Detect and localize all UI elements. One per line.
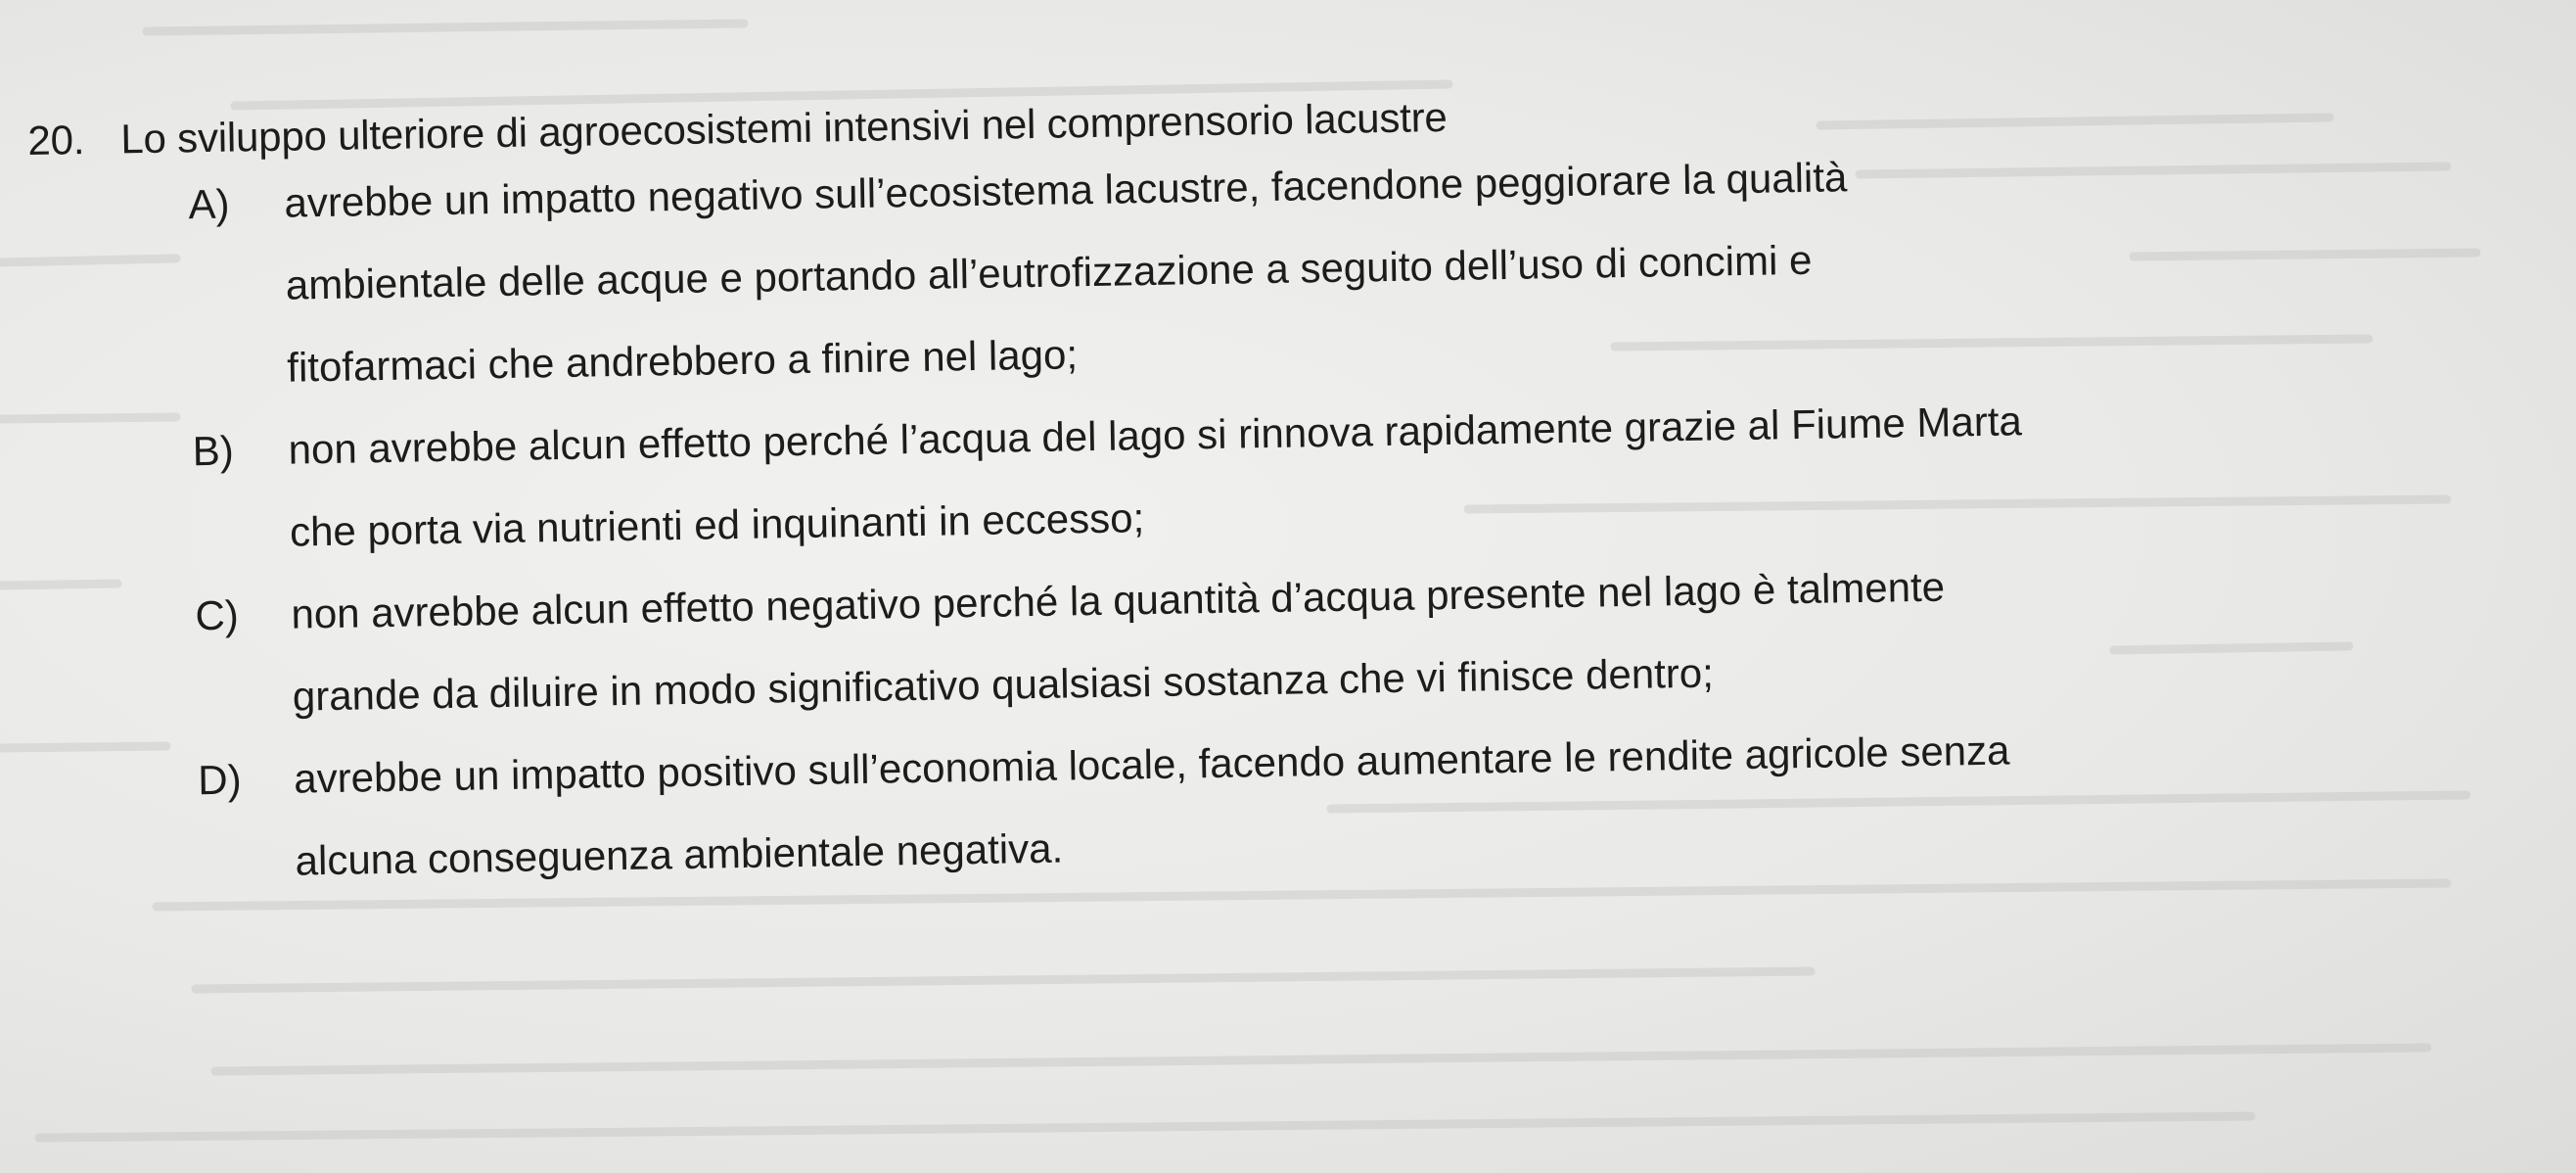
option-text-line: fitofarmaci che andrebbero a finire nel lago; (286, 331, 1079, 391)
option-text-line: non avrebbe alcun effetto perché l’acqua del lago si rinnova rapidamente grazie al Fiume Marta (288, 398, 2023, 473)
option-letter: A) (188, 180, 230, 228)
option-text-line: non avrebbe alcun effetto negativo perché la quantità d’acqua presente nel lago è talmente (291, 563, 1946, 637)
option-text-line: che porta via nutrienti ed inquinanti in eccesso; (289, 494, 1145, 555)
option-letter: C) (195, 591, 240, 639)
option-text-line: avrebbe un impatto negativo sull’ecosistema lacustre, facendone peggiorare la qualità (284, 154, 1848, 226)
option-text-line: avrebbe un impatto positivo sull’economia locale, facendo aumentare le rendite agricole senza (293, 727, 2010, 802)
question-number: 20. (27, 117, 85, 164)
option-text-line: ambientale delle acque e portando all’eutrofizzazione a seguito dell’uso di concimi e (285, 236, 1813, 308)
option-letter: B) (192, 427, 235, 475)
option-a (188, 125, 2538, 411)
option-text-line: grande da diluire in modo significativo qualsiasi sostanza che vi finisce dentro; (292, 649, 1715, 720)
question-20 (27, 74, 2546, 907)
option-text-line: alcuna conseguenza ambientale negativa. (295, 824, 1064, 884)
option-letter: D) (197, 756, 242, 804)
question-stem-text: Lo sviluppo ulteriore di agroecosistemi intensivi nel comprensorio lacustre (120, 93, 1448, 163)
